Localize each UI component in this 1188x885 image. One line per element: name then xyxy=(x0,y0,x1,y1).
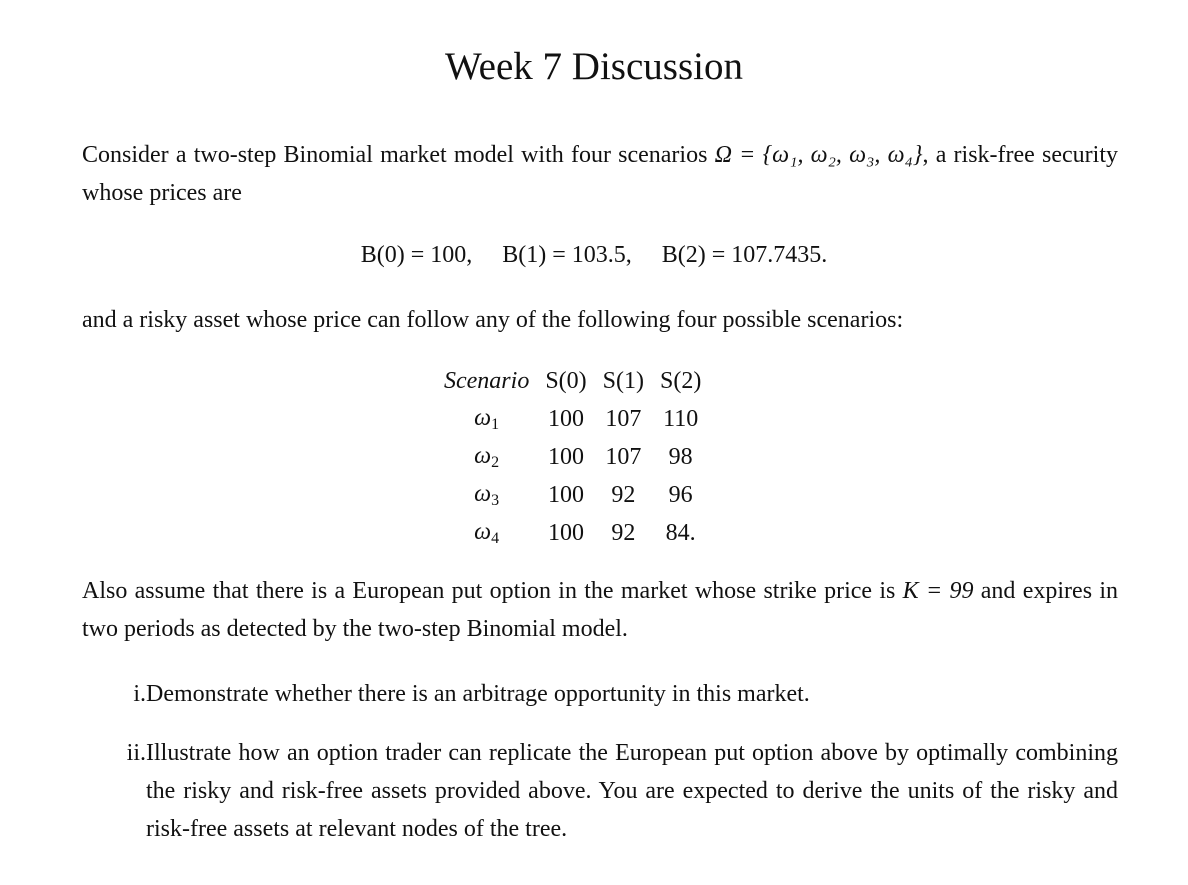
scenario-cell: $\omega_3$ xyxy=(474,480,500,509)
s0-cell: 100 xyxy=(547,519,584,546)
risky-asset-intro: and a risky asset whose price can follow any of the following four possible scenarios: xyxy=(82,307,904,333)
table-row xyxy=(436,438,709,476)
put-option-text: Also assume that there is a European put option in the market whose strike price is xyxy=(82,578,903,604)
scenario-cell: $\omega_4$ xyxy=(474,518,500,547)
scenario-table xyxy=(436,362,709,552)
s2-cell: 96 xyxy=(668,481,693,508)
s2-cell: 110 xyxy=(663,405,699,432)
bond-price-b0: B(0) = 100, xyxy=(360,242,473,268)
s0-cell: 100 xyxy=(547,443,584,470)
intro-text-after: , a risk-free security whose prices are xyxy=(82,142,1119,206)
intro-text: Consider a two-step Binomial market model with four scenarios xyxy=(82,142,715,168)
s1-cell: 92 xyxy=(611,481,636,508)
header-s0: S(0) xyxy=(545,367,587,394)
page-title: Week 7 Discussion xyxy=(445,45,743,88)
question-number: i. xyxy=(133,681,146,707)
s0-cell: 100 xyxy=(547,405,584,432)
question-item xyxy=(108,675,1118,713)
question-item xyxy=(108,734,1118,848)
omega-set: Ω = {ω₁, ω₂, ω₃, ω₄} xyxy=(714,142,923,168)
s1-cell: 107 xyxy=(605,443,642,470)
question-number: ii. xyxy=(126,740,146,766)
bond-price-b1: B(1) = 103.5, xyxy=(502,242,632,268)
bond-price-equation xyxy=(0,236,1188,274)
put-option-paragraph xyxy=(82,572,1118,648)
header-scenario: Scenario xyxy=(444,367,530,394)
table-row xyxy=(436,400,709,438)
scenario-table-header xyxy=(436,362,709,400)
table-row xyxy=(436,476,709,514)
put-option-text-after: and expires in two periods as detected by the two-step Binomial model. xyxy=(82,578,1119,642)
s1-cell: 92 xyxy=(611,519,636,546)
s1-cell: 107 xyxy=(605,405,642,432)
table-row xyxy=(436,514,709,552)
s2-cell: 98 xyxy=(668,443,693,470)
question-text: Illustrate how an option trader can replicate the European put option above by optimally combining the risky and risk-free assets provided above. You are expected to derive the units of the risky and risk-free assets at relevant nodes of the tree. xyxy=(146,740,1118,842)
intro-paragraph xyxy=(82,136,1118,212)
question-text: Demonstrate whether there is an arbitrage opportunity in this market. xyxy=(146,681,810,707)
header-s1: S(1) xyxy=(602,367,644,394)
scenario-cell: $\omega_2$ xyxy=(474,442,500,471)
bond-price-b2: B(2) = 107.7435. xyxy=(661,242,828,268)
scenario-cell: $\omega_1$ xyxy=(474,404,500,433)
s2-cell: 84. xyxy=(665,519,696,546)
strike-expression: K = 99 xyxy=(902,578,974,604)
header-s2: S(2) xyxy=(660,367,702,394)
s0-cell: 100 xyxy=(547,481,584,508)
